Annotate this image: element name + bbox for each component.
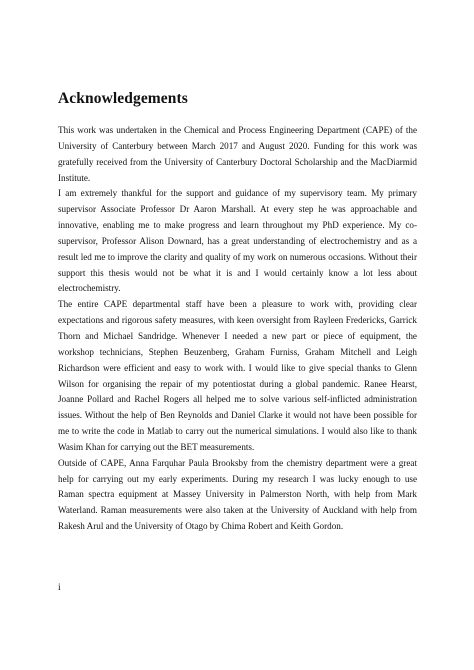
paragraph-supervisors: I am extremely thankful for the support and guidance of my supervisory team. My primary supervisor Associate Professor Dr Aaron Marshall. At every step he was approachable and innovative, enabling me to make progress and learn throughout my PhD experience. My co-supervisor, Professor Alison Downard, has a great understanding of electrochemistry and as a result led me to improve the clarity and quality of my work on numerous occasions. Without their support this thesis would not be what it is and I would certainly know a lot less about electrochemistry. bbox=[58, 188, 417, 294]
paragraph-cape-staff: The entire CAPE departmental staff have been a pleasure to work with, providing clear expectations and rigorous safety measures, with keen oversight from Rayleen Fredericks, Garrick Thorn and Michael Sandridge. Whenever I needed a new part or piece of equipment, the workshop technicians, Stephen Beuzenberg, Graham Furniss, Graham Mitchell and Leigh Richardson were efficient and easy to work with. I would like to give special thanks to Glenn Wilson for organising the repair of my potentiostat during a global pandemic. Ranee Hearst, Joanne Pollard and Rachel Rogers all helped me to solve various self-inflicted administration issues. Without the help of Ben Reynolds and Daniel Clarke it would not have been possible for me to write the code in Matlab to carry out the numerical simulations. I would also like to thank Wasim Khan for carrying out the BET measurements. bbox=[58, 299, 417, 452]
page-number: i bbox=[58, 583, 61, 593]
paragraph-external-help: Outside of CAPE, Anna Farquhar Paula Brooksby from the chemistry department were a great help for carrying out my early experiments. During my research I was lucky enough to use Raman spectra equipment at Massey University in Palmerston North, with help from Mark Waterland. Raman measurements were also taken at the University of Auckland with help from Rakesh Arul and the University of Otago by Chima Robert and Keith Gordon. bbox=[58, 457, 417, 532]
page-heading: Acknowledgements bbox=[58, 90, 188, 107]
acknowledgements-body bbox=[58, 123, 417, 535]
paragraph-funding: This work was undertaken in the Chemical and Process Engineering Department (CAPE) of the University of Canterbury between March 2017 and August 2020. Funding for this work was gratefully received from the University of Canterbury Doctoral Scholarship and the MacDiarmid Institute. bbox=[58, 125, 417, 183]
